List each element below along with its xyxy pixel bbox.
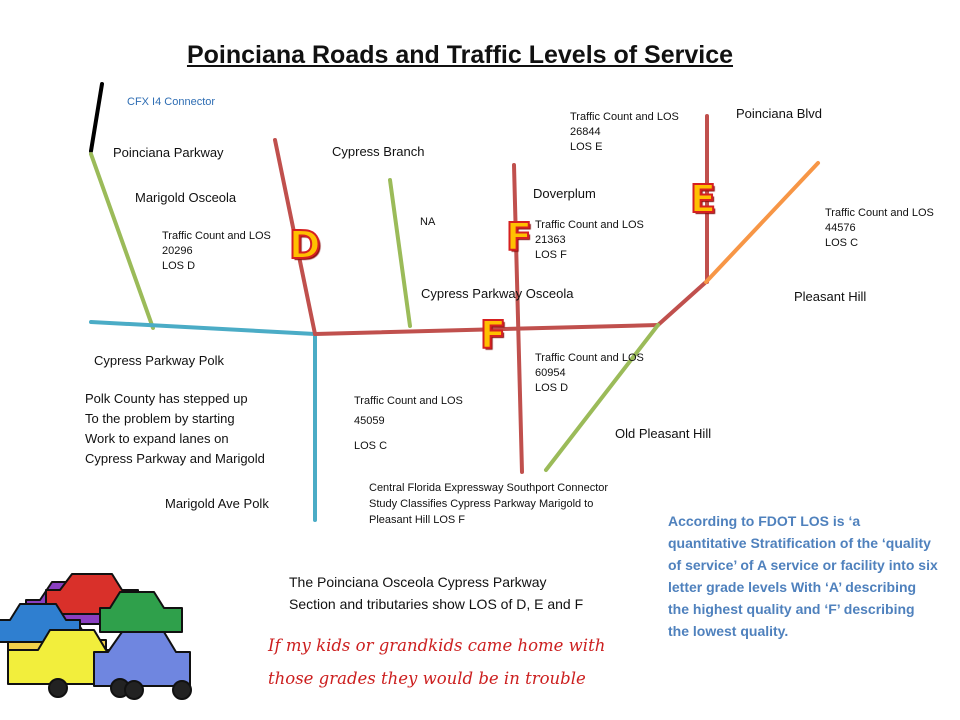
- polk-note-line: To the problem by starting: [85, 411, 235, 426]
- count-label: Traffic Count and LOS: [825, 207, 934, 219]
- cfx-study-note: [369, 480, 608, 528]
- count-value: 45059: [354, 415, 385, 427]
- doverplum-label: Doverplum: [533, 186, 596, 201]
- page-title: Poinciana Roads and Traffic Levels of Service: [186, 41, 734, 69]
- kids-note-line-1: If my kids or grandkids came home with: [268, 636, 606, 655]
- pleasant-hill-label: Pleasant Hill: [794, 289, 867, 304]
- poinciana-parkway-label: Poinciana Parkway: [113, 145, 224, 160]
- cfx-study-line: Study Classifies Cypress Parkway Marigold to: [369, 498, 594, 510]
- cfx-i4-road: [91, 84, 102, 151]
- cypress-parkway-polk-label: Cypress Parkway Polk: [94, 353, 225, 368]
- count-marigold: [162, 229, 271, 274]
- count-label: Traffic Count and LOS: [535, 219, 644, 231]
- polk-note-line: Polk County has stepped up: [85, 391, 248, 406]
- doverplum-road: [514, 165, 522, 472]
- count-label: Traffic Count and LOS: [535, 352, 644, 364]
- count-los: LOS E: [570, 141, 603, 153]
- polk-note-line: Cypress Parkway and Marigold: [85, 451, 265, 466]
- poinciana-blvd-label: Poinciana Blvd: [736, 106, 822, 121]
- count-label: Traffic Count and LOS: [570, 111, 679, 123]
- count-los: LOS D: [535, 382, 569, 394]
- polk-note-line: Work to expand lanes on: [85, 431, 229, 446]
- wheel-icon: [125, 681, 143, 699]
- grade-doverplum: F: [506, 215, 532, 259]
- old-pleasant-hill-label: Old Pleasant Hill: [615, 426, 712, 441]
- count-doverplum: [535, 218, 644, 263]
- old-pleasant-hill-road: [546, 325, 658, 470]
- summary-line: The Poinciana Osceola Cypress Parkway: [289, 574, 547, 590]
- cfx-study-line: Central Florida Expressway Southport Connector: [369, 482, 609, 494]
- cypress-parkway-osceola-label: Cypress Parkway Osceola: [421, 286, 574, 301]
- car-icon: [94, 632, 190, 686]
- fdot-definition: According to FDOT LOS is ‘a quantitative Stratification of the ‘quality of service’ of A service or facility into six letter grade levels With ‘A’ describing the highest quality and ‘F’ describing the lowest quality.: [668, 513, 938, 639]
- count-value: 21363: [535, 234, 566, 246]
- cypress-parkway-polk-road: [91, 322, 315, 334]
- count-value: 20296: [162, 245, 193, 257]
- grade-poinciana-blvd: E: [690, 177, 716, 221]
- cfx-i4-label: CFX I4 Connector: [127, 96, 216, 108]
- count-cypress-east: [535, 351, 644, 396]
- count-value: 26844: [570, 126, 601, 138]
- grade-marigold: D: [289, 223, 321, 267]
- count-value: 60954: [535, 367, 566, 379]
- grade-cypress-parkway: F: [480, 313, 506, 357]
- count-poinciana-blvd: [570, 110, 679, 155]
- polk-note: [85, 389, 265, 469]
- count-value: 44576: [825, 222, 856, 234]
- cypress-branch-road: [390, 180, 410, 326]
- count-los: LOS C: [825, 237, 859, 249]
- pleasant-hill-road: [658, 282, 706, 325]
- marigold-ave-polk-label: Marigold Ave Polk: [165, 496, 269, 511]
- wheel-icon: [49, 679, 67, 697]
- cfx-study-line: Pleasant Hill LOS F: [369, 514, 465, 526]
- wheel-icon: [173, 681, 191, 699]
- count-los: LOS D: [162, 260, 196, 272]
- count-cypress-west: [354, 394, 463, 454]
- count-label: Traffic Count and LOS: [354, 395, 463, 407]
- summary-note: [289, 571, 583, 615]
- count-pleasant-hill: [825, 206, 934, 251]
- traffic-jam-clipart: [0, 560, 200, 720]
- count-los: LOS F: [535, 249, 567, 261]
- summary-line: Section and tributaries show LOS of D, E and F: [289, 596, 584, 612]
- count-label: Traffic Count and LOS: [162, 230, 271, 242]
- count-los: LOS C: [354, 440, 388, 452]
- marigold-osceola-label: Marigold Osceola: [135, 190, 237, 205]
- pleasant-hill-orange-road: [706, 163, 818, 282]
- cypress-branch-count: NA: [420, 216, 436, 228]
- poinciana-parkway-road: [91, 154, 153, 328]
- cypress-branch-label: Cypress Branch: [332, 144, 425, 159]
- kids-note-line-2: those grades they would be in trouble: [268, 669, 586, 688]
